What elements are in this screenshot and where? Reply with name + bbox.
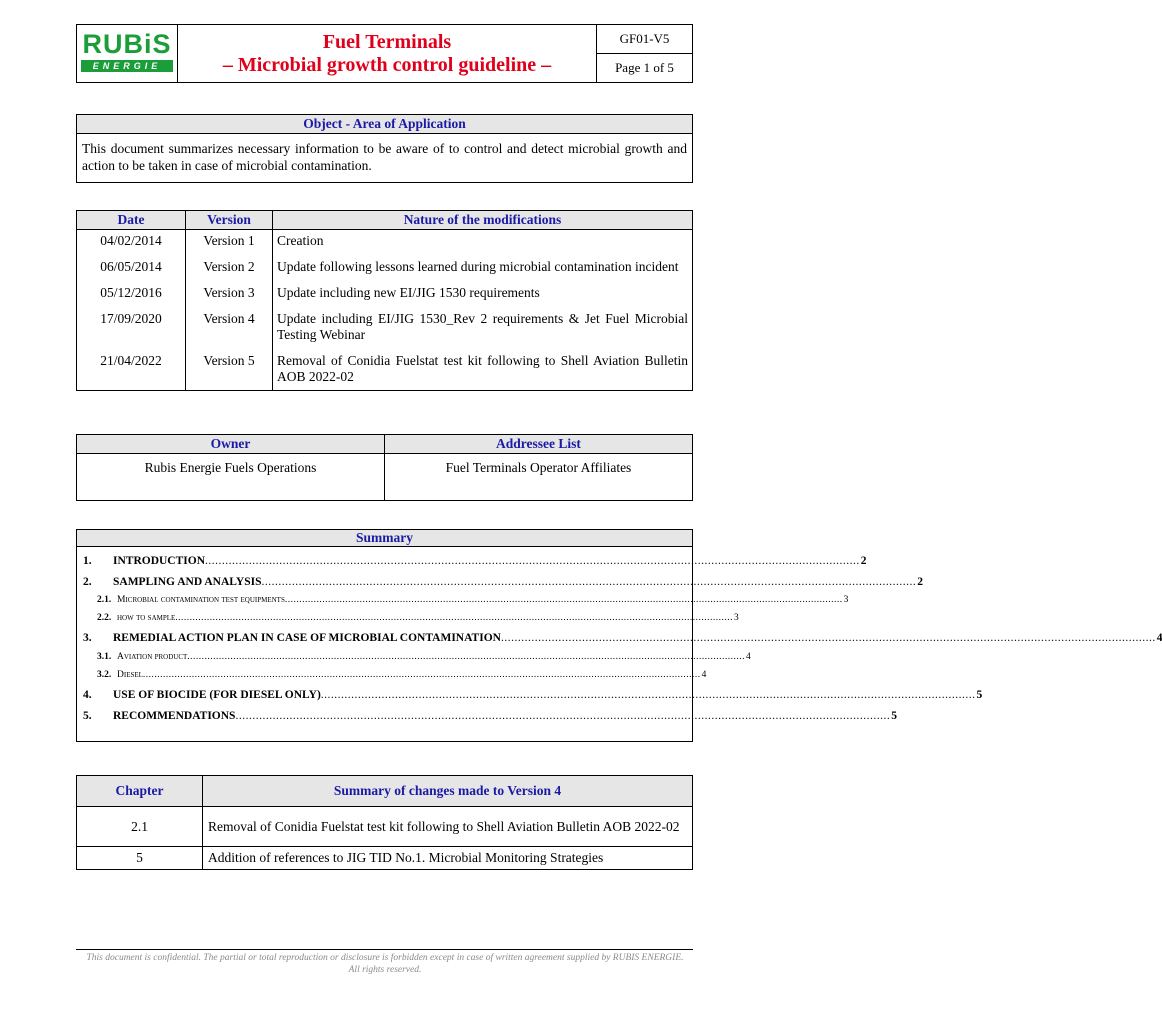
toc-page: 4	[1156, 632, 1162, 644]
toc-leader: ..................................................................................................................................................................................................	[142, 670, 701, 680]
logo-wordmark: RUBiS	[82, 29, 172, 59]
toc-leader: ..................................................................................................................................................................................................	[261, 576, 917, 588]
toc-number: 1.	[83, 555, 92, 567]
logo-cell	[77, 25, 178, 83]
change-chapter: 5	[77, 847, 203, 870]
toc-page: 4	[701, 670, 707, 680]
mod-date: 06/05/2014	[77, 252, 186, 278]
object-heading: Object - Area of Application	[77, 115, 693, 134]
version-header: Version	[186, 211, 273, 230]
title-line-2: – Microbial growth control guideline –	[222, 53, 552, 76]
toc-label: Microbial contamination test equipments	[117, 595, 285, 605]
mod-date: 21/04/2022	[77, 346, 186, 391]
toc-number: 3.	[83, 632, 92, 644]
document-header	[76, 24, 693, 83]
toc-leader: ..................................................................................................................................................................................................	[320, 689, 976, 701]
document-title	[178, 25, 597, 83]
mod-date: 04/02/2014	[77, 230, 186, 253]
addressee-header: Addressee List	[385, 435, 693, 454]
toc-leader: ..................................................................................................................................................................................................	[175, 613, 734, 623]
toc-label: REMEDIAL ACTION PLAN IN CASE OF MICROBIAL CONTAMINATION	[113, 632, 501, 644]
toc-entry-remedial-action[interactable]	[83, 631, 1162, 645]
object-section	[76, 114, 693, 183]
toc-label: how to sample	[117, 613, 176, 623]
summary-heading: Summary	[77, 530, 692, 547]
toc-leader: ..................................................................................................................................................................................................	[500, 632, 1156, 644]
toc-page: 2	[917, 576, 923, 588]
mod-date: 17/09/2020	[77, 304, 186, 346]
page-number: Page 1 of 5	[615, 60, 674, 75]
table-row	[77, 230, 693, 253]
toc-number: 3.2.	[97, 670, 112, 680]
addressee-value: Fuel Terminals Operator Affiliates	[385, 454, 693, 501]
toc-leader: ..................................................................................................................................................................................................	[205, 555, 860, 567]
nature-header: Nature of the modifications	[273, 211, 693, 230]
mod-version: Version 4	[186, 304, 273, 346]
toc-number: 4.	[83, 689, 92, 701]
toc-label: Aviation product	[117, 652, 188, 662]
change-chapter: 2.1	[77, 807, 203, 847]
toc-number: 2.1.	[97, 595, 112, 605]
document-reference: GF01-V5	[597, 25, 692, 54]
toc-entry-introduction[interactable]	[83, 554, 867, 568]
changes-header: Summary of changes made to Version 4	[203, 776, 693, 807]
mod-nature: Update including new EI/JIG 1530 requirements	[273, 278, 693, 304]
table-row	[77, 346, 693, 391]
logo-subtitle: ENERGIE	[81, 60, 173, 72]
mod-nature: Creation	[273, 230, 693, 253]
toc-page: 3	[734, 613, 739, 623]
toc-page: 2	[860, 555, 867, 567]
owner-table	[76, 434, 693, 501]
toc-label: RECOMMENDATIONS	[113, 710, 236, 722]
confidentiality-notice: This document is confidential. The partial or total reproduction or disclosure is forbidden except in case of written agreement supplied by RUBIS ENERGIE. All rights reserved.	[86, 953, 684, 975]
footer-divider	[76, 949, 693, 950]
toc-leader: ..................................................................................................................................................................................................	[235, 710, 891, 722]
mod-nature: Update following lessons learned during microbial contamination incident	[273, 252, 693, 278]
mod-version: Version 3	[186, 278, 273, 304]
change-description: Removal of Conidia Fuelstat test kit following to Shell Aviation Bulletin AOB 2022-02	[203, 807, 693, 847]
table-row	[77, 304, 693, 346]
toc-number: 5.	[83, 710, 92, 722]
modifications-table	[76, 210, 693, 391]
date-header: Date	[77, 211, 186, 230]
table-row	[77, 252, 693, 278]
mod-nature: Update including EI/JIG 1530_Rev 2 requirements & Jet Fuel Microbial Testing Webinar	[273, 304, 693, 346]
toc-label: Diesel	[117, 670, 143, 680]
mod-nature: Removal of Conidia Fuelstat test kit following to Shell Aviation Bulletin AOB 2022-02	[273, 346, 693, 391]
owner-value: Rubis Energie Fuels Operations	[77, 454, 385, 501]
mod-version: Version 1	[186, 230, 273, 253]
toc-page: 4	[746, 652, 751, 662]
toc-entry-how-to-sample[interactable]	[83, 611, 739, 625]
summary-section	[76, 529, 1162, 742]
mod-version: Version 5	[186, 346, 273, 391]
toc-page: 3	[843, 595, 849, 605]
table-row	[77, 278, 693, 304]
toc-entry-aviation-product[interactable]	[83, 650, 751, 664]
toc-page: 5	[976, 689, 983, 701]
chapter-header: Chapter	[77, 776, 203, 807]
toc-label: SAMPLING AND ANALYSIS	[113, 576, 262, 588]
table-row	[77, 807, 693, 847]
changes-table	[76, 775, 693, 870]
toc-number: 2.	[83, 576, 92, 588]
toc-entry-diesel[interactable]	[83, 668, 707, 682]
toc-label: USE OF BIOCIDE (FOR DIESEL ONLY)	[113, 689, 321, 701]
toc-label: INTRODUCTION	[113, 555, 206, 567]
toc-page: 5	[891, 710, 897, 722]
toc-leader: ..................................................................................................................................................................................................	[187, 652, 746, 662]
toc-leader: ..................................................................................................................................................................................................	[284, 595, 843, 605]
toc-entry-test-equipments[interactable]	[83, 593, 849, 607]
mod-date: 05/12/2016	[77, 278, 186, 304]
reference-cell	[597, 25, 693, 83]
owner-header: Owner	[77, 435, 385, 454]
change-description: Addition of references to JIG TID No.1. Microbial Monitoring Strategies	[203, 847, 693, 870]
table-row	[77, 847, 693, 870]
mod-version: Version 2	[186, 252, 273, 278]
rubis-energie-logo	[81, 28, 173, 74]
toc-number: 3.1.	[97, 652, 112, 662]
toc-entry-sampling[interactable]	[83, 575, 923, 589]
toc-entry-use-of-biocide[interactable]	[83, 688, 983, 702]
toc-entry-recommendations[interactable]	[83, 709, 897, 723]
object-text: This document summarizes necessary information to be aware of to control and detect microbial growth and action to be taken in case of microbial contamination.	[77, 134, 693, 183]
toc-number: 2.2.	[97, 613, 112, 623]
title-line-1: Fuel Terminals	[322, 30, 452, 53]
